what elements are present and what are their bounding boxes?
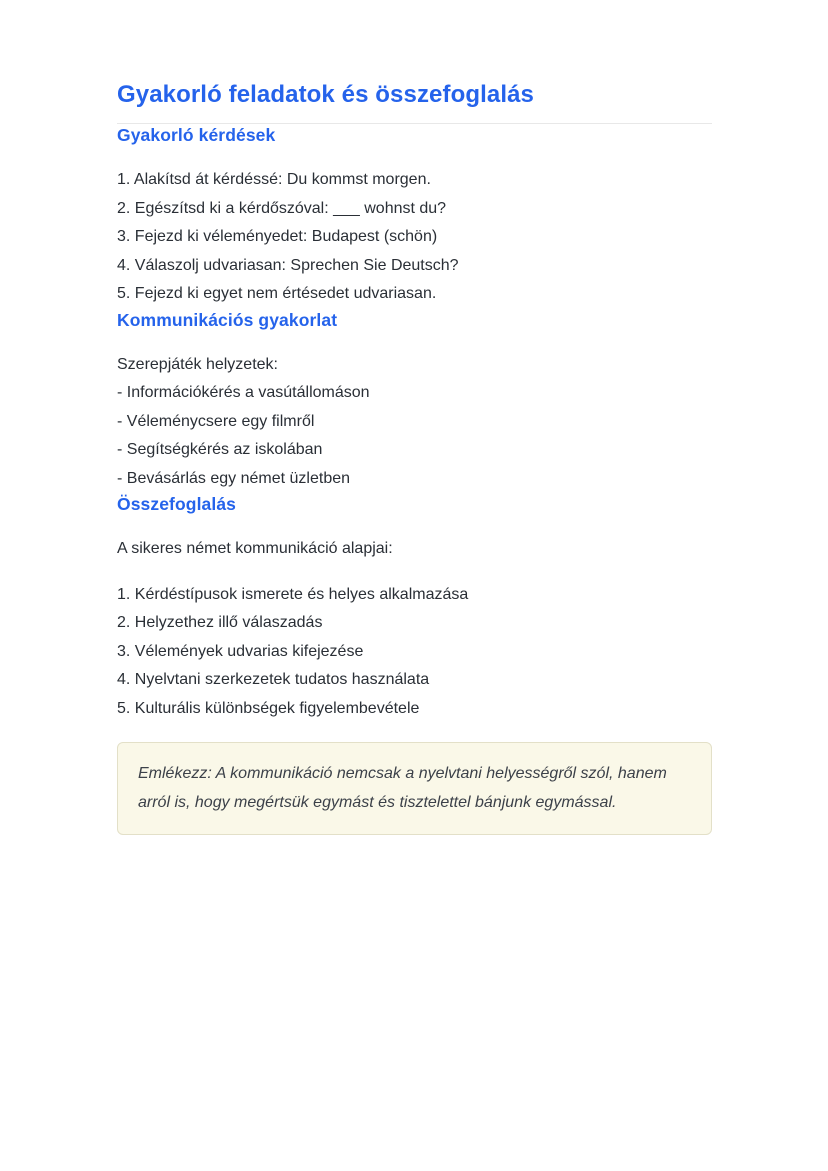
list-item: 1. Kérdéstípusok ismerete és helyes alkalmazása	[117, 585, 469, 603]
note-text: Emlékezz: A kommunikáció nemcsak a nyelvtani helyességről szól, hanem arról is, hogy megértsük egymást és tisztelettel bánjunk egymással.	[138, 765, 667, 811]
list-item: 4. Nyelvtani szerkezetek tudatos használata	[117, 671, 430, 688]
list-item: 1. Alakítsd át kérdéssé: Du kommst morgen.	[117, 171, 431, 188]
list-item: 2. Egészítsd ki a kérdőszóval: ___ wohnst du?	[117, 199, 447, 217]
practice-questions-list	[117, 166, 712, 309]
section-heading-practice-questions: Gyakorló kérdések	[117, 125, 276, 145]
section-heading-summary: Összefoglalás	[117, 494, 236, 514]
section-heading-communication-practice: Kommunikációs gyakorlat	[117, 309, 338, 330]
list-item: - Bevásárlás egy német üzletben	[117, 469, 351, 487]
summary-list	[117, 581, 712, 724]
note-callout-box	[117, 742, 712, 835]
list-item: 5. Kulturális különbségek figyelembevétele	[117, 699, 420, 717]
list-item: 5. Fejezd ki egyet nem értésedet udvariasan.	[117, 285, 437, 302]
list-intro: Szerepjáték helyzetek:	[117, 355, 278, 373]
list-intro: A sikeres német kommunikáció alapjai:	[117, 540, 393, 557]
list-item: 2. Helyzethez illő válaszadás	[117, 614, 323, 631]
communication-practice-list	[117, 351, 712, 494]
list-item: 4. Válaszolj udvariasan: Sprechen Sie Deutsch?	[117, 256, 459, 274]
list-item: - Véleménycsere egy filmről	[117, 412, 315, 430]
list-item: 3. Vélemények udvarias kifejezése	[117, 642, 364, 660]
list-item: - Segítségkérés az iskolában	[117, 441, 323, 458]
list-item: 3. Fejezd ki véleményedet: Budapest (schön)	[117, 228, 438, 245]
document-content	[117, 0, 712, 835]
list-item: - Információkérés a vasútállomáson	[117, 384, 370, 401]
summary-intro	[117, 535, 712, 564]
page-title: Gyakorló feladatok és összefoglalás	[117, 80, 712, 124]
